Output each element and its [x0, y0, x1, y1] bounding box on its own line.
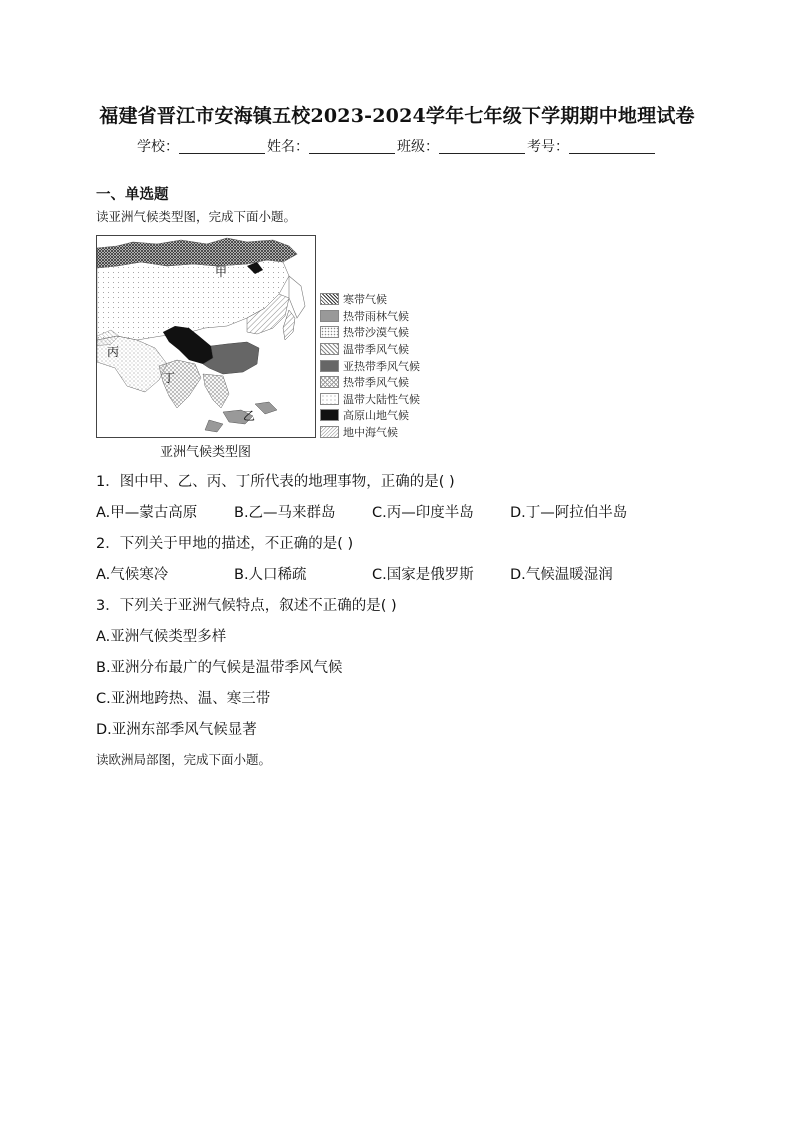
q3-option-c[interactable]: C.亚洲地跨热、温、寒三带: [96, 691, 271, 707]
plateau-mountain-region: [163, 326, 213, 364]
name-blank[interactable]: [309, 139, 395, 154]
question-1-stem: 1．图中甲、乙、丙、丁所代表的地理事物，正确的是( ): [96, 474, 455, 490]
legend-label: 热带沙漠气候: [343, 326, 409, 340]
map-legend: [320, 291, 450, 440]
question-1-options: [96, 501, 696, 521]
question-2-stem: 2．下列关于甲地的描述，不正确的是( ): [96, 536, 354, 552]
class-label: 班级：: [397, 139, 439, 155]
label-jia: 甲: [215, 265, 228, 279]
q1-option-a[interactable]: A.甲—蒙古高原: [96, 505, 198, 521]
q2-option-c[interactable]: C.国家是俄罗斯: [372, 567, 474, 583]
legend-swatch-rainforest: [320, 310, 339, 322]
class-blank[interactable]: [439, 139, 525, 154]
philippine-islands: [255, 402, 277, 414]
map-intro: 读亚洲气候类型图，完成下面小题。: [96, 209, 297, 224]
q1-option-c[interactable]: C.丙—印度半岛: [372, 505, 474, 521]
q3-option-b[interactable]: B.亚洲分布最广的气候是温带季风气候: [96, 660, 343, 676]
legend-swatch-desert: [320, 326, 339, 338]
school-blank[interactable]: [179, 139, 265, 154]
number-blank[interactable]: [569, 139, 655, 154]
legend-item: [320, 424, 450, 441]
legend-label: 地中海气候: [343, 426, 398, 440]
legend-item: [320, 357, 450, 374]
legend-item: [320, 391, 450, 408]
student-info-line: [0, 136, 794, 156]
asia-map-graphic: [97, 236, 315, 437]
legend-swatch-temperate-continental: [320, 393, 339, 405]
question-3-stem: 3．下列关于亚洲气候特点，叙述不正确的是( ): [96, 598, 397, 614]
legend-label: 温带季风气候: [343, 343, 409, 357]
q1-option-d[interactable]: D.丁—阿拉伯半岛: [510, 505, 628, 521]
asia-climate-map: [96, 235, 316, 438]
legend-item: [320, 308, 450, 325]
name-label: 姓名：: [267, 139, 309, 155]
label-ding: 丁: [163, 371, 176, 385]
legend-label: 热带季风气候: [343, 376, 409, 390]
sumatra-island: [205, 420, 223, 432]
legend-item: [320, 341, 450, 358]
legend-swatch-polar: [320, 293, 339, 305]
legend-label: 热带雨林气候: [343, 309, 409, 323]
q2-option-b[interactable]: B.人口稀疏: [234, 567, 307, 583]
section-heading: 一、单选题: [96, 187, 169, 203]
legend-label: 温带大陆性气候: [343, 392, 420, 406]
legend-label: 高原山地气候: [343, 409, 409, 423]
europe-map-intro: 读欧洲局部图，完成下面小题。: [96, 752, 272, 767]
label-yi: 乙: [243, 409, 256, 423]
question-2-options: [96, 563, 696, 583]
legend-item: [320, 407, 450, 424]
label-bing: 丙: [107, 345, 120, 359]
legend-item: [320, 324, 450, 341]
legend-label: 亚热带季风气候: [343, 359, 420, 373]
legend-item: [320, 291, 450, 308]
q2-option-d[interactable]: D.气候温暖湿润: [510, 567, 613, 583]
legend-item: [320, 374, 450, 391]
q1-option-b[interactable]: B.乙—马来群岛: [234, 505, 336, 521]
legend-swatch-subtropical-monsoon: [320, 360, 339, 372]
q3-option-a[interactable]: A.亚洲气候类型多样: [96, 629, 227, 645]
indochina-peninsula: [203, 374, 229, 408]
q2-option-a[interactable]: A.气候寒冷: [96, 567, 169, 583]
school-label: 学校：: [137, 139, 179, 155]
exam-title: 福建省晋江市安海镇五校2023-2024学年七年级下学期期中地理试卷: [99, 105, 695, 127]
legend-swatch-temperate-monsoon: [320, 343, 339, 355]
east-coast-line: [289, 276, 305, 318]
legend-swatch-plateau: [320, 409, 339, 421]
legend-swatch-tropical-monsoon: [320, 376, 339, 388]
map-caption: 亚洲气候类型图: [160, 445, 252, 460]
q3-option-d[interactable]: D.亚洲东部季风气候显著: [96, 722, 257, 738]
number-label: 考号：: [527, 139, 569, 155]
legend-label: 寒带气候: [343, 293, 387, 307]
legend-swatch-mediterranean: [320, 426, 339, 438]
